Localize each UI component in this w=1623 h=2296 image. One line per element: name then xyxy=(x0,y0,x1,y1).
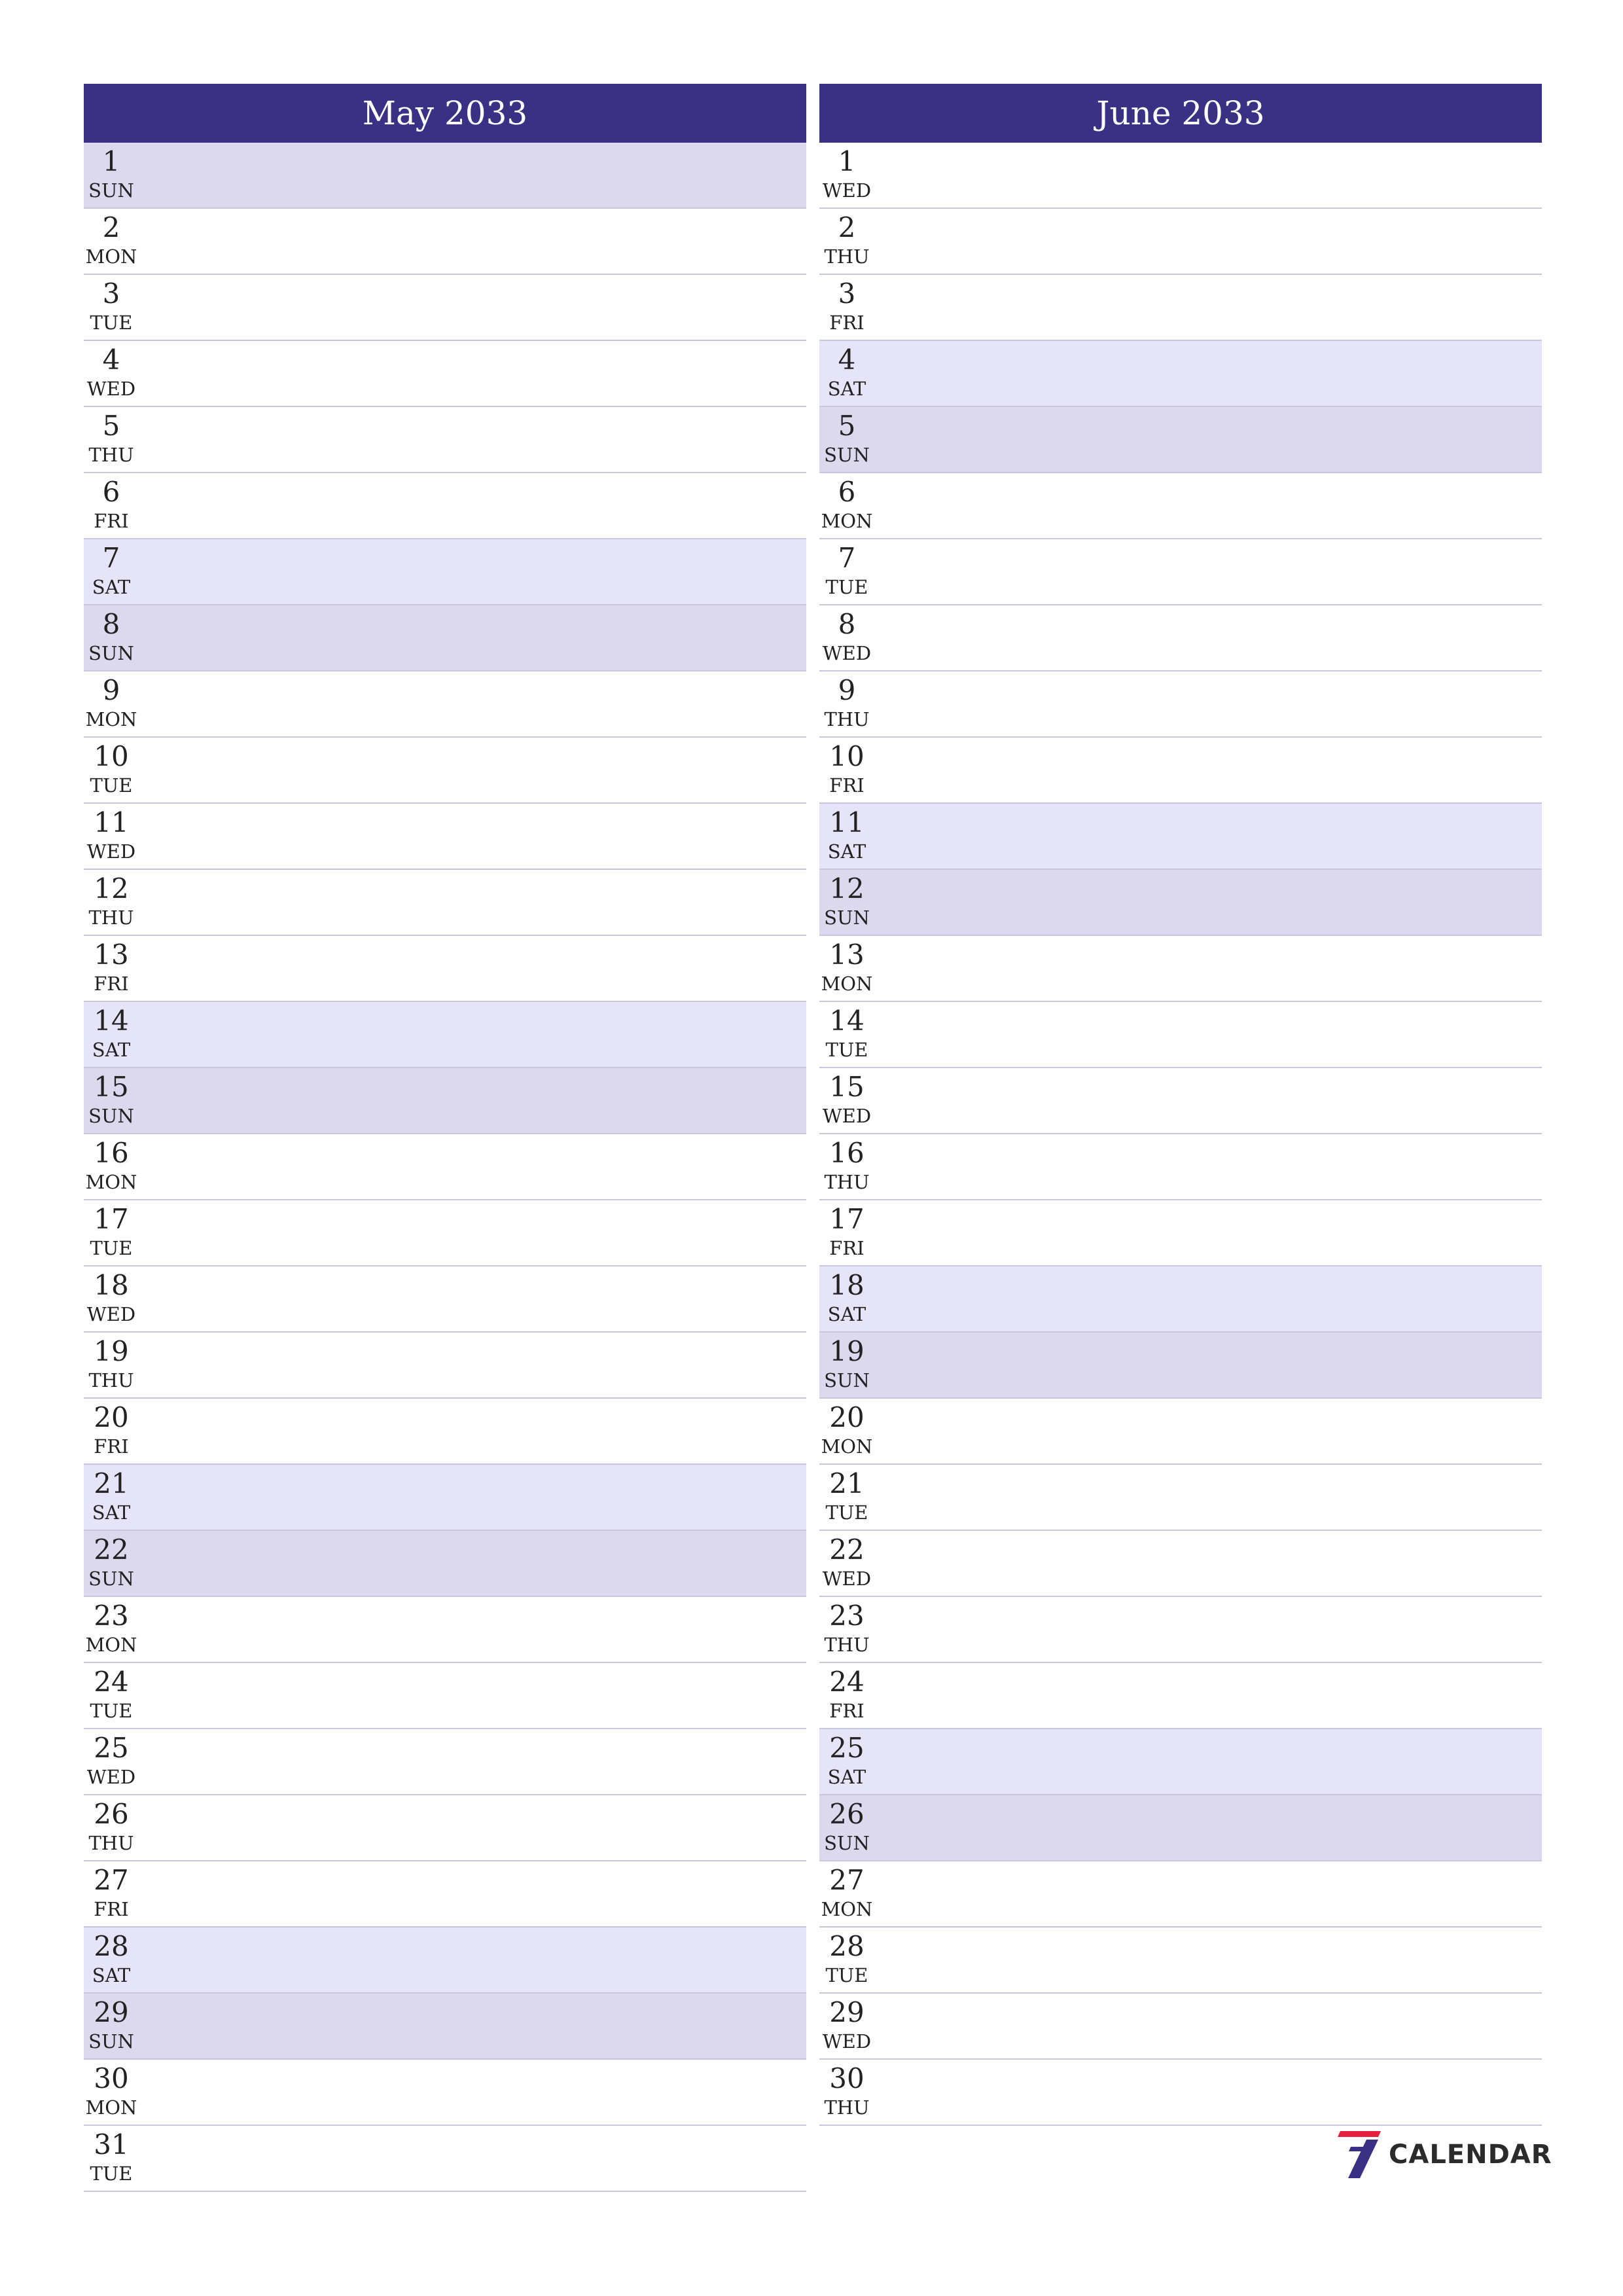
day-number: 24 xyxy=(829,1666,865,1698)
day-row[interactable] xyxy=(84,407,806,473)
day-number: 27 xyxy=(829,1864,865,1896)
day-row[interactable] xyxy=(84,2126,806,2192)
day-row[interactable] xyxy=(84,1663,806,1729)
day-of-week: MON xyxy=(85,708,137,730)
day-number: 3 xyxy=(102,278,120,310)
day-number: 2 xyxy=(838,211,856,243)
day-number: 20 xyxy=(829,1401,865,1433)
day-of-week: SUN xyxy=(88,2030,134,2053)
day-of-week: TUE xyxy=(825,1039,868,1061)
day-row[interactable] xyxy=(84,1200,806,1266)
day-of-week: SUN xyxy=(88,1105,134,1127)
day-row[interactable] xyxy=(819,1597,1542,1663)
day-number: 7 xyxy=(838,542,856,574)
day-of-week: SAT xyxy=(827,378,866,400)
day-of-week: FRI xyxy=(94,1898,129,1920)
day-number: 6 xyxy=(102,476,120,508)
day-row[interactable] xyxy=(84,2060,806,2126)
day-row[interactable] xyxy=(819,2060,1542,2126)
seven-logo-icon xyxy=(1338,2128,1382,2181)
day-of-week: MON xyxy=(821,510,873,532)
day-row[interactable] xyxy=(84,1729,806,1795)
day-of-week: WED xyxy=(822,2030,872,2053)
day-number: 12 xyxy=(829,872,865,905)
day-of-week: MON xyxy=(85,245,137,268)
day-row[interactable] xyxy=(819,407,1542,473)
day-row[interactable] xyxy=(819,804,1542,870)
day-number: 24 xyxy=(94,1666,129,1698)
day-of-week: WED xyxy=(86,840,136,863)
day-number: 5 xyxy=(838,410,856,442)
day-number: 11 xyxy=(94,806,129,838)
day-row[interactable] xyxy=(84,1134,806,1200)
day-of-week: THU xyxy=(824,2096,870,2119)
day-of-week: FRI xyxy=(829,1700,865,1722)
day-number: 13 xyxy=(94,939,129,971)
day-number: 10 xyxy=(94,740,129,772)
day-of-week: WED xyxy=(86,378,136,400)
day-of-week: THU xyxy=(88,906,134,929)
day-number: 15 xyxy=(829,1071,865,1103)
day-of-week: WED xyxy=(822,642,872,664)
day-row[interactable] xyxy=(84,1399,806,1465)
day-of-week: WED xyxy=(86,1303,136,1325)
day-of-week: MON xyxy=(85,1171,137,1193)
day-of-week: SAT xyxy=(92,1039,131,1061)
day-row[interactable] xyxy=(819,1861,1542,1928)
day-list xyxy=(819,143,1542,2126)
day-number: 10 xyxy=(829,740,865,772)
day-of-week: SUN xyxy=(88,1568,134,1590)
day-row[interactable] xyxy=(84,1266,806,1333)
day-of-week: TUE xyxy=(90,1237,133,1259)
day-row[interactable] xyxy=(84,1002,806,1068)
day-of-week: TUE xyxy=(825,576,868,598)
day-number: 29 xyxy=(94,1996,129,2028)
day-of-week: WED xyxy=(86,1766,136,1788)
day-number: 22 xyxy=(94,1534,129,1566)
day-row[interactable] xyxy=(819,672,1542,738)
day-number: 5 xyxy=(102,410,120,442)
day-row[interactable] xyxy=(819,1399,1542,1465)
day-of-week: SAT xyxy=(92,1501,131,1524)
day-number: 23 xyxy=(94,1600,129,1632)
day-row[interactable] xyxy=(819,1729,1542,1795)
day-of-week: FRI xyxy=(94,973,129,995)
day-number: 31 xyxy=(94,2128,129,2161)
day-number: 7 xyxy=(102,542,120,574)
day-row[interactable] xyxy=(84,1928,806,1994)
day-row[interactable] xyxy=(819,738,1542,804)
day-row[interactable] xyxy=(819,143,1542,209)
day-number: 12 xyxy=(94,872,129,905)
day-number: 14 xyxy=(829,1005,865,1037)
day-of-week: FRI xyxy=(829,1237,865,1259)
day-number: 20 xyxy=(94,1401,129,1433)
day-number: 19 xyxy=(94,1335,129,1367)
day-of-week: SAT xyxy=(827,840,866,863)
day-number: 17 xyxy=(829,1203,865,1235)
day-row[interactable] xyxy=(819,341,1542,407)
day-of-week: SUN xyxy=(824,444,870,466)
day-of-week: SAT xyxy=(827,1303,866,1325)
day-number: 25 xyxy=(94,1732,129,1764)
day-number: 27 xyxy=(94,1864,129,1896)
day-row[interactable] xyxy=(84,209,806,275)
day-of-week: TUE xyxy=(90,312,133,334)
day-number: 9 xyxy=(102,674,120,706)
day-number: 18 xyxy=(94,1269,129,1301)
day-number: 18 xyxy=(829,1269,865,1301)
day-number: 30 xyxy=(829,2062,865,2094)
day-row[interactable] xyxy=(84,936,806,1002)
day-row[interactable] xyxy=(819,1928,1542,1994)
day-of-week: THU xyxy=(88,444,134,466)
day-row[interactable] xyxy=(819,209,1542,275)
day-row[interactable] xyxy=(84,672,806,738)
day-row[interactable] xyxy=(84,1465,806,1531)
day-of-week: FRI xyxy=(829,774,865,797)
day-of-week: MON xyxy=(85,2096,137,2119)
day-of-week: THU xyxy=(88,1369,134,1391)
day-row[interactable] xyxy=(84,539,806,605)
day-row[interactable] xyxy=(819,473,1542,539)
day-row[interactable] xyxy=(819,1266,1542,1333)
day-of-week: MON xyxy=(85,1634,137,1656)
day-number: 28 xyxy=(94,1930,129,1962)
month-title: May 2033 xyxy=(84,84,806,143)
day-of-week: FRI xyxy=(829,312,865,334)
day-number: 1 xyxy=(838,145,856,177)
day-row[interactable] xyxy=(84,1795,806,1861)
day-row[interactable] xyxy=(84,870,806,936)
month-june xyxy=(819,84,1542,2126)
day-row[interactable] xyxy=(84,275,806,341)
day-number: 9 xyxy=(838,674,856,706)
day-number: 26 xyxy=(829,1798,865,1830)
day-number: 30 xyxy=(94,2062,129,2094)
day-of-week: WED xyxy=(822,1568,872,1590)
day-row[interactable] xyxy=(84,473,806,539)
day-of-week: FRI xyxy=(94,510,129,532)
day-list xyxy=(84,143,806,2192)
month-may xyxy=(84,84,806,2192)
day-row[interactable] xyxy=(819,605,1542,672)
day-row[interactable] xyxy=(819,1663,1542,1729)
day-number: 16 xyxy=(94,1137,129,1169)
day-of-week: SUN xyxy=(88,642,134,664)
day-number: 11 xyxy=(829,806,865,838)
day-number: 15 xyxy=(94,1071,129,1103)
day-of-week: TUE xyxy=(90,2162,133,2185)
day-row[interactable] xyxy=(819,539,1542,605)
day-number: 16 xyxy=(829,1137,865,1169)
day-number: 22 xyxy=(829,1534,865,1566)
day-of-week: THU xyxy=(824,1171,870,1193)
day-row[interactable] xyxy=(819,1994,1542,2060)
day-number: 17 xyxy=(94,1203,129,1235)
day-row[interactable] xyxy=(819,1333,1542,1399)
day-of-week: TUE xyxy=(90,774,133,797)
day-of-week: SUN xyxy=(824,1369,870,1391)
day-number: 4 xyxy=(838,344,856,376)
day-of-week: THU xyxy=(824,245,870,268)
day-of-week: THU xyxy=(824,708,870,730)
day-of-week: FRI xyxy=(94,1435,129,1458)
day-row[interactable] xyxy=(84,143,806,209)
day-row[interactable] xyxy=(819,1068,1542,1134)
day-of-week: TUE xyxy=(825,1964,868,1986)
day-of-week: TUE xyxy=(825,1501,868,1524)
day-number: 13 xyxy=(829,939,865,971)
day-number: 26 xyxy=(94,1798,129,1830)
day-number: 8 xyxy=(102,608,120,640)
day-of-week: MON xyxy=(821,1898,873,1920)
day-number: 14 xyxy=(94,1005,129,1037)
day-number: 21 xyxy=(94,1467,129,1499)
day-row[interactable] xyxy=(819,1134,1542,1200)
day-row[interactable] xyxy=(819,1465,1542,1531)
day-of-week: THU xyxy=(824,1634,870,1656)
day-number: 23 xyxy=(829,1600,865,1632)
month-title: June 2033 xyxy=(819,84,1542,143)
day-of-week: THU xyxy=(88,1832,134,1854)
day-number: 21 xyxy=(829,1467,865,1499)
day-row[interactable] xyxy=(819,1002,1542,1068)
day-row[interactable] xyxy=(84,738,806,804)
day-of-week: TUE xyxy=(90,1700,133,1722)
day-of-week: MON xyxy=(821,973,873,995)
day-of-week: SUN xyxy=(824,906,870,929)
day-row[interactable] xyxy=(84,1531,806,1597)
day-of-week: MON xyxy=(821,1435,873,1458)
day-of-week: SAT xyxy=(92,1964,131,1986)
day-row[interactable] xyxy=(84,1861,806,1928)
day-row[interactable] xyxy=(84,804,806,870)
day-number: 4 xyxy=(102,344,120,376)
day-of-week: WED xyxy=(822,1105,872,1127)
day-row[interactable] xyxy=(819,870,1542,936)
day-number: 19 xyxy=(829,1335,865,1367)
day-row[interactable] xyxy=(84,1068,806,1134)
day-row[interactable] xyxy=(819,275,1542,341)
day-number: 25 xyxy=(829,1732,865,1764)
day-row[interactable] xyxy=(819,1200,1542,1266)
day-row[interactable] xyxy=(819,936,1542,1002)
day-of-week: SAT xyxy=(92,576,131,598)
day-row[interactable] xyxy=(819,1531,1542,1597)
brand-logo[interactable] xyxy=(1338,2128,1552,2181)
day-row[interactable] xyxy=(84,1994,806,2060)
day-row[interactable] xyxy=(84,1333,806,1399)
day-number: 3 xyxy=(838,278,856,310)
day-row[interactable] xyxy=(819,1795,1542,1861)
logo-text: CALENDAR xyxy=(1389,2140,1552,2170)
day-row[interactable] xyxy=(84,1597,806,1663)
day-row[interactable] xyxy=(84,605,806,672)
day-number: 6 xyxy=(838,476,856,508)
day-number: 28 xyxy=(829,1930,865,1962)
day-of-week: WED xyxy=(822,179,872,202)
day-of-week: SUN xyxy=(824,1832,870,1854)
day-number: 29 xyxy=(829,1996,865,2028)
day-of-week: SAT xyxy=(827,1766,866,1788)
day-number: 8 xyxy=(838,608,856,640)
day-row[interactable] xyxy=(84,341,806,407)
day-of-week: SUN xyxy=(88,179,134,202)
day-number: 1 xyxy=(102,145,120,177)
day-number: 2 xyxy=(102,211,120,243)
